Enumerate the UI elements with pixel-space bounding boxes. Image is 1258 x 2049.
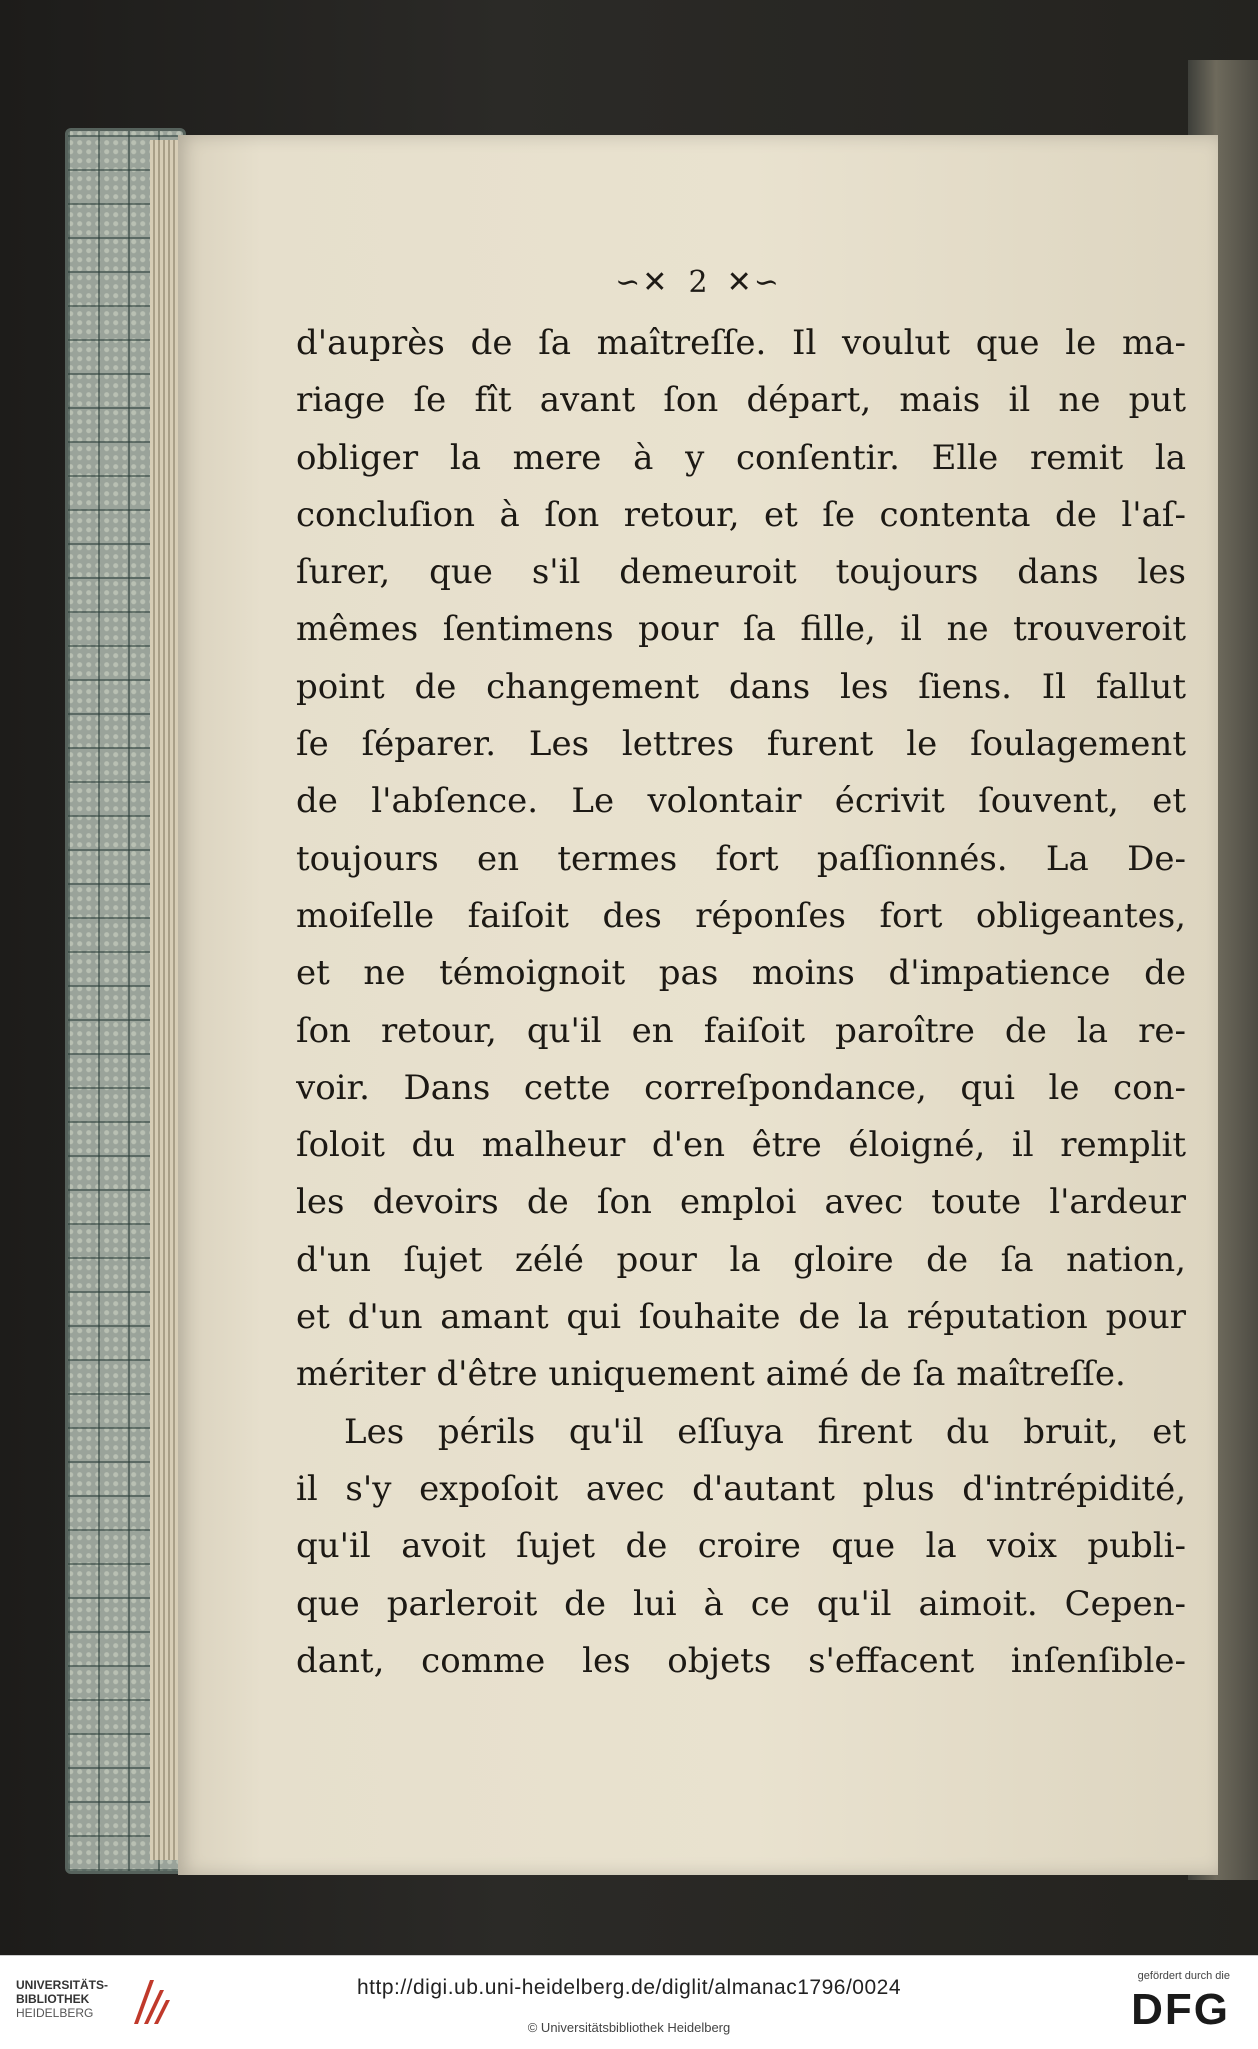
- logo-line: BIBLIOTHEK: [16, 1992, 90, 2006]
- ornament-left: ∽✕: [615, 265, 670, 300]
- text-line: point de changement dans les ſiens. Il fallut: [296, 666, 1186, 707]
- text-line: Les périls qu'il eſſuya firent du bruit, et: [344, 1411, 1186, 1452]
- text-line: mêmes ſentimens pour ſa fille, il ne trouveroit: [296, 609, 1186, 650]
- text-line: voir. Dans cette correſpondance, qui le con-: [296, 1067, 1186, 1108]
- text-line: de l'abſence. Le volontair écrivit ſouvent, et: [296, 781, 1186, 822]
- dfg-caption: gefördert durch die: [1137, 1970, 1230, 1982]
- ornament-right: ✕∽: [726, 265, 781, 300]
- page-header: [178, 265, 1218, 300]
- text-line: les devoirs de ſon emploi avec toute l'ardeur: [296, 1182, 1186, 1223]
- text-line: d'auprès de ſa maîtreſſe. Il voulut que le ma-: [296, 323, 1186, 363]
- text-line: il s'y expoſoit avec d'autant plus d'intrépidité,: [296, 1468, 1186, 1509]
- viewer-footer: [0, 1955, 1258, 2049]
- text-line: dant, comme les objets s'effacent inſenſible-: [296, 1640, 1186, 1681]
- text-line: concluſion à ſon retour, et ſe contenta de l'aſ-: [296, 494, 1186, 535]
- book-page: [178, 135, 1218, 1875]
- text-line: toujours en termes fort paſſionnés. La De-: [296, 838, 1186, 879]
- text-line: ſurer, que s'il demeuroit toujours dans les: [296, 552, 1186, 593]
- text-line: que parleroit de lui à ce qu'il aimoit. Cepen-: [296, 1583, 1186, 1624]
- logo-line: HEIDELBERG: [16, 2006, 94, 2020]
- text-line: ſe ſéparer. Les lettres furent le ſoulagement: [296, 724, 1186, 765]
- text-line: et ne témoignoit pas moins d'impatience de: [296, 953, 1186, 994]
- text-line: ſoloit du malheur d'en être éloigné, il remplit: [296, 1125, 1186, 1166]
- text-line: ſon retour, qu'il en faiſoit paroître de la re-: [296, 1010, 1186, 1051]
- text-line: obliger la mere à y conſentir. Elle remit la: [296, 437, 1186, 478]
- dfg-logo: DFG: [1131, 1985, 1230, 2034]
- text-line: d'un ſujet zélé pour la gloire de ſa nation,: [296, 1239, 1186, 1280]
- page-number: 2: [688, 265, 708, 300]
- copyright-notice: © Universitätsbibliothek Heidelberg: [527, 2020, 731, 2035]
- text-line: qu'il avoit ſujet de croire que la voix publi-: [296, 1526, 1186, 1567]
- page-text: [296, 315, 1186, 1690]
- text-line: mériter d'être uniquement aimé de ſa maîtreſſe.: [296, 1354, 1126, 1395]
- text-line: et d'un amant qui ſouhaite de la réputation pour: [296, 1297, 1186, 1338]
- text-line: riage ſe fît avant ſon départ, mais il ne put: [296, 380, 1186, 421]
- logo-line: UNIVERSITÄTS-: [16, 1978, 109, 1992]
- page-edges: [150, 140, 180, 1860]
- text-line: moiſelle faiſoit des réponſes fort obligeantes,: [296, 895, 1186, 936]
- permalink-url[interactable]: http://digi.ub.uni-heidelberg.de/diglit/almanac1796/0024: [356, 1976, 902, 1999]
